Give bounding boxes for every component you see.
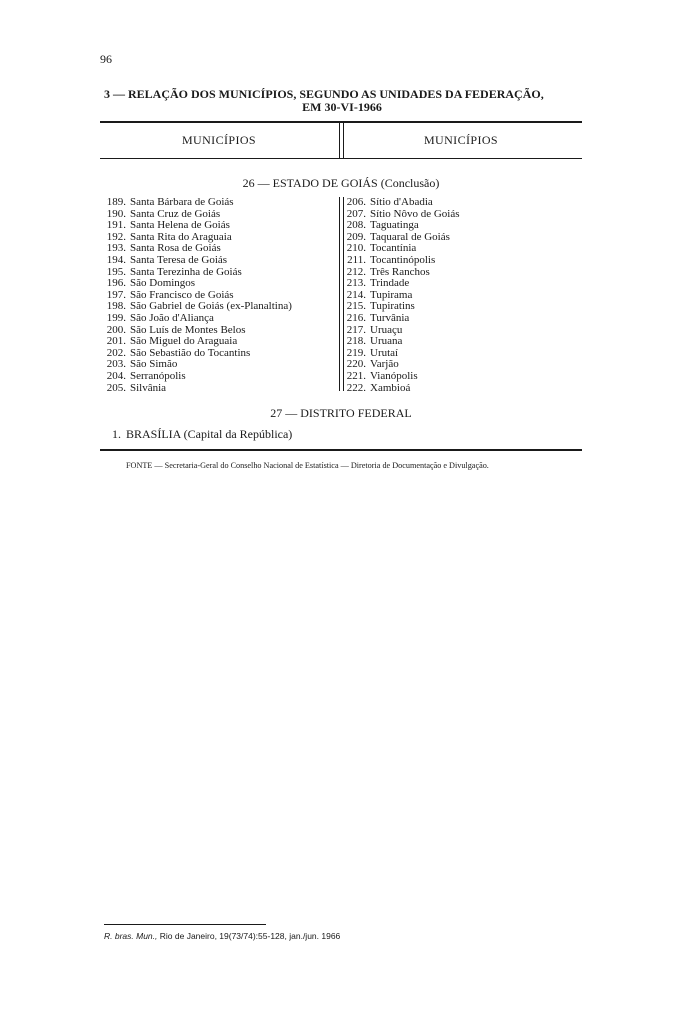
item-name: BRASÍLIA (Capital da República) [126, 427, 293, 441]
item-number: 197. [106, 288, 126, 301]
item-number: 212. [346, 265, 366, 278]
item-number: 204. [106, 369, 126, 382]
item-name: Sítio Nôvo de Goiás [370, 207, 460, 220]
item-name: São Francisco de Goiás [130, 288, 234, 301]
section-title-distrito-federal: 27 — DISTRITO FEDERAL [270, 406, 412, 420]
item-number: 218. [346, 335, 366, 348]
item-name: São Domingos [130, 277, 196, 290]
municipality-list-left [104, 197, 292, 394]
item-name: Três Ranchos [370, 265, 430, 278]
table-title-line-2: EM 30-VI-1966 [302, 100, 382, 114]
item-name: Uruaçu [370, 323, 403, 336]
item-number: 193. [106, 242, 126, 255]
item-number: 211. [347, 253, 366, 266]
item-name: Vianópolis [370, 369, 418, 382]
item-name: Xambioá [370, 381, 411, 394]
column-header-left: MUNICÍPIOS [181, 133, 256, 147]
item-name: São Miguel do Araguaia [130, 335, 238, 348]
item-name: Turvânia [370, 311, 410, 324]
item-number: 192. [106, 230, 126, 243]
item-name: Santa Bárbara de Goiás [130, 196, 234, 208]
item-name: Serranópolis [130, 369, 186, 382]
item-number: 198. [106, 300, 126, 313]
item-name: Urutaí [370, 346, 399, 359]
item-number: 219. [346, 346, 366, 359]
footnote-citation [104, 931, 340, 941]
page-number: 96 [100, 52, 112, 66]
item-number: 189. [106, 196, 126, 208]
item-name: Santa Cruz de Goiás [130, 207, 221, 220]
item-number: 196. [106, 277, 126, 290]
item-number: 216. [346, 311, 366, 324]
item-name: São João d'Aliança [130, 311, 214, 324]
column-header-right: MUNICÍPIOS [423, 133, 498, 147]
item-number: 208. [346, 219, 366, 232]
item-name: Santa Helena de Goiás [130, 219, 230, 232]
item-number: 191. [106, 219, 126, 232]
item-number: 201. [106, 335, 126, 348]
item-name: Santa Teresa de Goiás [130, 253, 228, 266]
table-title [104, 88, 580, 114]
item-number: 190. [106, 207, 126, 220]
table-bottom-rule [100, 449, 582, 451]
item-name: Varjão [370, 358, 399, 371]
item-number: 217. [346, 323, 366, 336]
item-name: Santa Terezinha de Goiás [130, 265, 242, 278]
item-number: 200. [106, 323, 126, 336]
item-name: Santa Rosa de Goiás [130, 242, 221, 255]
item-name: São Sebastião do Tocantins [130, 346, 251, 359]
section-title-goias: 26 — ESTADO DE GOIÁS (Conclusão) [242, 176, 440, 190]
item-name: Silvânia [130, 381, 167, 394]
item-number: 207. [346, 207, 366, 220]
item-number: 206. [346, 196, 366, 208]
header-column-divider [339, 123, 344, 158]
item-number: 220. [346, 358, 366, 371]
header-bottom-rule [100, 158, 582, 159]
df-list-item [112, 427, 292, 442]
item-name: Tupirama [370, 288, 413, 301]
item-number: 195. [106, 265, 126, 278]
item-name: São Luís de Montes Belos [130, 323, 246, 336]
item-number: 194. [106, 253, 126, 266]
item-name: Tupiratins [370, 300, 415, 313]
item-number: 210. [346, 242, 366, 255]
item-name: Taguatinga [370, 219, 419, 232]
item-number: 202. [106, 346, 126, 359]
journal-name: R. bras. Mun., [104, 931, 158, 941]
item-name: Trindade [370, 277, 410, 290]
item-number: 203. [106, 358, 126, 371]
item-number: 205. [106, 381, 126, 394]
item-number: 214. [346, 288, 366, 301]
footnote-rule [104, 924, 266, 925]
item-name: Taquaral de Goiás [370, 230, 450, 243]
item-number: 209. [346, 230, 366, 243]
item-name: São Simão [130, 358, 178, 371]
item-name: Santa Rita do Araguaia [130, 230, 232, 243]
list-item [344, 336, 460, 348]
item-name: Sítio d'Abadia [370, 196, 433, 208]
item-name: Tocantinópolis [370, 253, 436, 266]
item-number: 221. [346, 369, 366, 382]
item-number: 222. [346, 381, 366, 394]
table-title-line-1: 3 — RELAÇÃO DOS MUNICÍPIOS, SEGUNDO AS UNIDADES DA FEDERAÇÃO, [104, 87, 544, 101]
item-number: 1. [112, 427, 121, 441]
item-name: Tocantínia [370, 242, 417, 255]
journal-citation: Rio de Janeiro, 19(73/74):55-128, jan./jun. 1966 [159, 931, 341, 941]
list-item [344, 383, 460, 395]
item-name: São Gabriel de Goiás (ex-Planaltina) [130, 300, 292, 313]
item-number: 199. [106, 311, 126, 324]
item-number: 215. [346, 300, 366, 313]
municipality-list-right [344, 197, 460, 394]
source-note: FONTE — Secretaria-Geral do Conselho Nacional de Estatística — Diretoria de Documentação e Divulgação. [126, 461, 489, 470]
item-name: Uruana [370, 335, 403, 348]
item-number: 213. [346, 277, 366, 290]
list-item [104, 383, 292, 395]
